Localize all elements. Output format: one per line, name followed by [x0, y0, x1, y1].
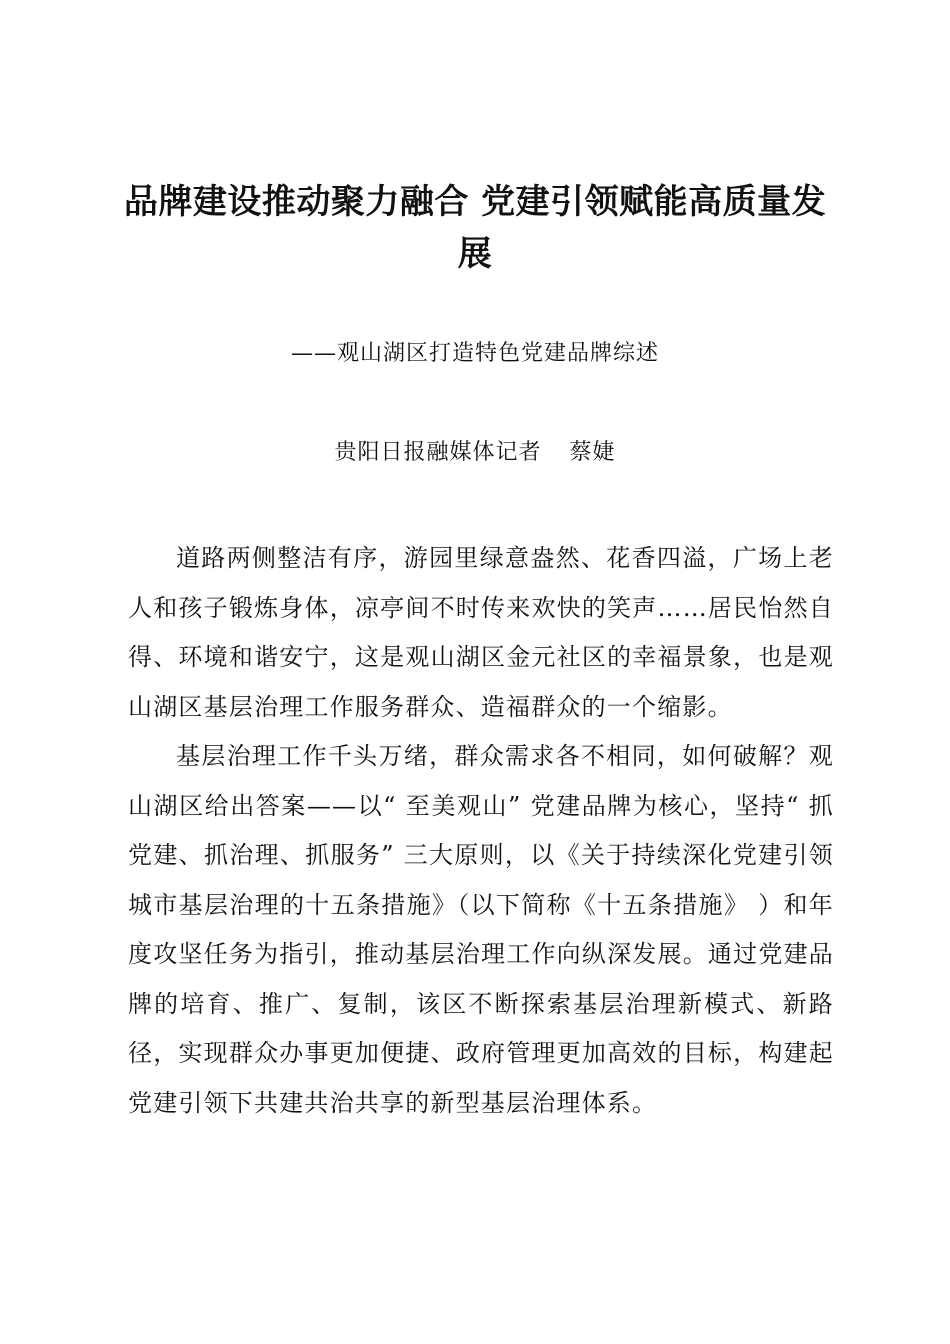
byline-author: 蔡婕 [569, 440, 616, 465]
byline [0, 437, 950, 469]
article-subtitle: ——观山湖区打造特色党建品牌综述 [290, 341, 659, 366]
paragraph: 道路两侧整洁有序，游园里绿意盎然、花香四溢，广场上老人和孩子锻炼身体，凉亭间不时传来欢快的笑声……居民怡然自得、环境和谐安宁，这是观山湖区金元社区的幸福景象，也是观山湖区基层治理工作服务群众、造福群众的一个缩影。 [128, 544, 834, 721]
article-title: 品牌建设推动聚力融合 党建引领赋能高质量发展 [123, 182, 827, 274]
paragraph: 基层治理工作千头万绪，群众需求各不相同，如何破解？观山湖区给出答案——以“ 至美观山” 党建品牌为核心，坚持“ 抓党建、抓治理、抓服务” 三大原则，以《关于持续深化党建引领城市基层治理的十五条措施》（以下简称《十五条措施》 ）和年度攻坚任务为指引，推动基层治理工作向纵深发展。通过党建品牌的培育、推广、复制，该区不断探索基层治理新模式、新路径，实现群众办事更加便捷、政府管理更加高效的目标，构建起党建引领下共建共治共享的新型基层治理体系。 [128, 742, 834, 1117]
article-body [128, 534, 834, 1128]
byline-org: 贵阳日报融媒体记者 [334, 440, 542, 465]
